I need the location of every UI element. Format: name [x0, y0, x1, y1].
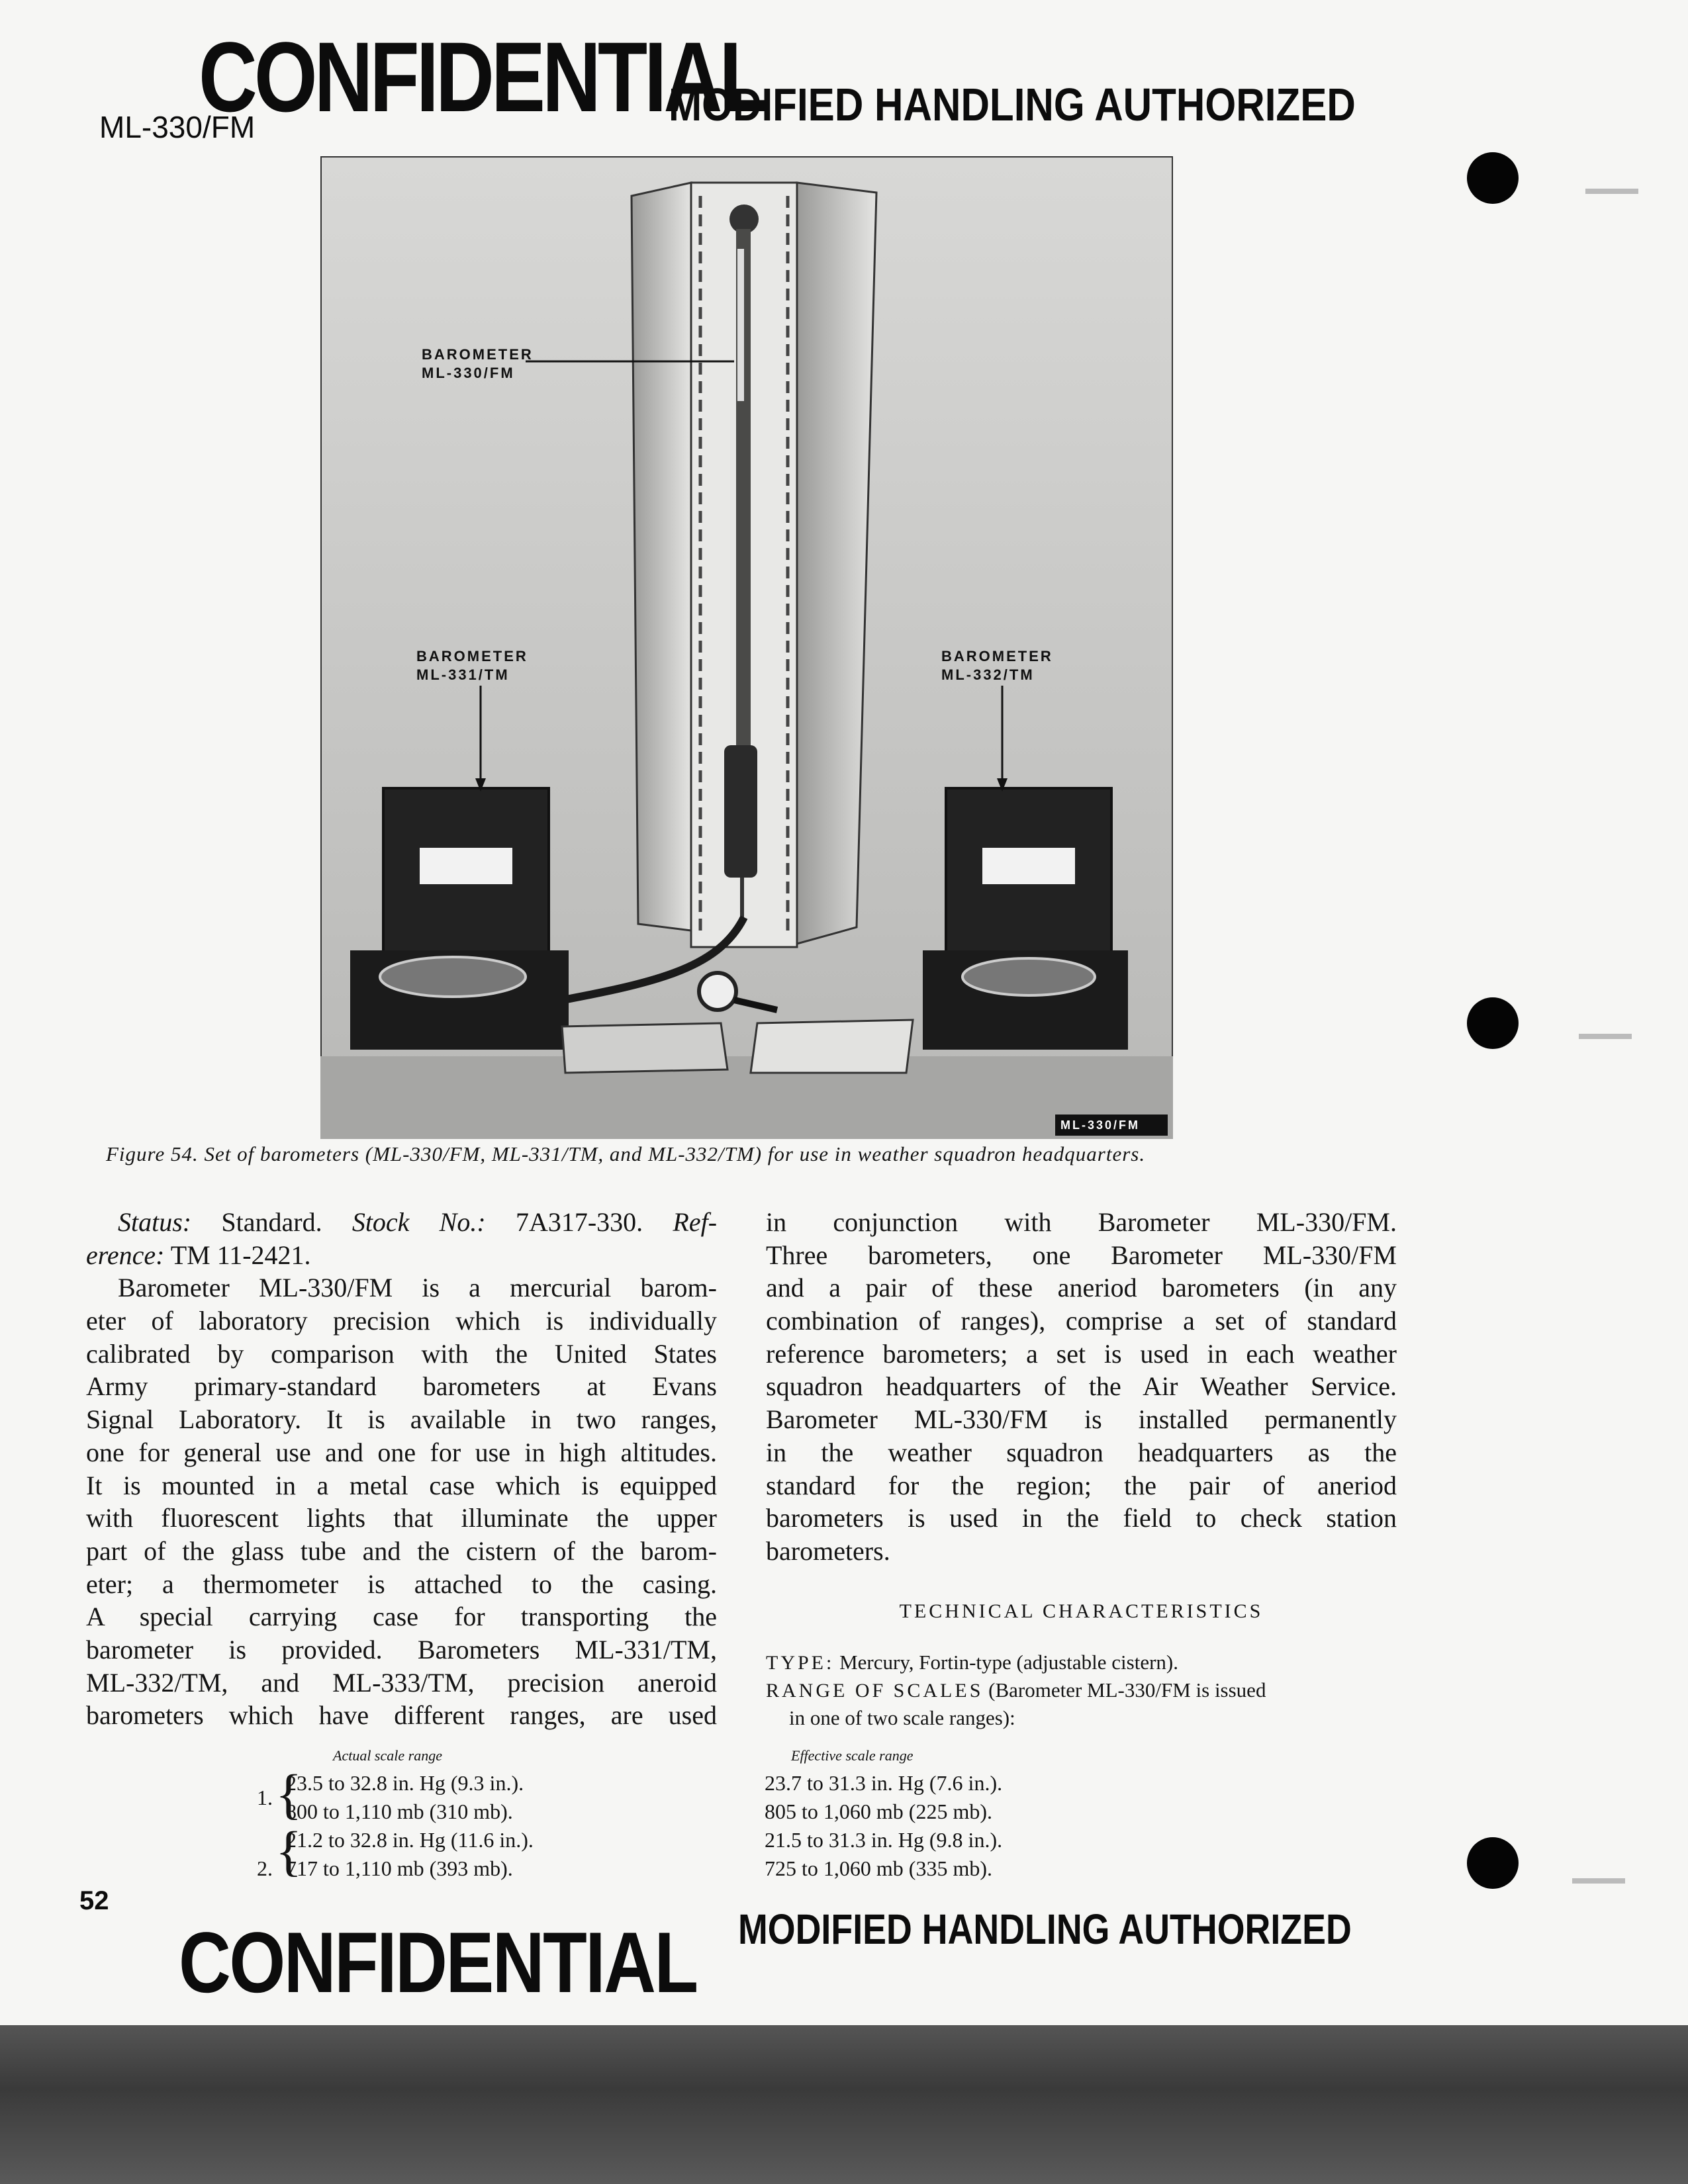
text-line: calibrated by comparison with the United States — [86, 1338, 717, 1369]
text-line: eter of laboratory precision which is individually — [86, 1306, 717, 1336]
label-barometer-ml332: BAROMETER ML-332/TM — [941, 648, 1053, 683]
text-line: Signal Laboratory. It is available in two ranges, — [86, 1404, 717, 1435]
description-paragraph-continued — [766, 1206, 1397, 1568]
text-line: combination of ranges), comprise a set of standard — [766, 1306, 1397, 1336]
text-line: eter; a thermometer is attached to the casing. — [86, 1569, 717, 1599]
figure-caption: Figure 54. Set of barometers (ML-330/FM, ML-331/TM, and ML-332/TM) for use in weather squadron headquarters. — [106, 1142, 1146, 1165]
document-id: ML-330/FM — [99, 110, 256, 144]
punch-hole-icon — [1467, 1837, 1519, 1889]
text-line: in conjunction with Barometer ML-330/FM. — [766, 1207, 1397, 1237]
punch-hole-icon — [1467, 152, 1519, 204]
text-line: barometer is provided. Barometers ML-331/TM, — [86, 1634, 717, 1664]
label-barometer-ml330: BAROMETER ML-330/FM — [422, 346, 534, 381]
binder-mark — [1579, 1034, 1632, 1039]
text-line: A special carrying case for transporting the — [86, 1602, 717, 1632]
text-line: barometers is used in the field to check station — [766, 1503, 1397, 1533]
scan-bottom-edge — [0, 2025, 1688, 2184]
text-line: barometers. — [766, 1535, 890, 1566]
modified-handling-stamp-bottom: MODIFIED HANDLING AUTHORIZED — [738, 1905, 1352, 1953]
photo-tag: ML-330/FM — [1060, 1118, 1141, 1132]
text-line: Barometer ML-330/FM is installed permanently — [766, 1404, 1397, 1435]
text-line: squadron headquarters of the Air Weather Service. — [766, 1371, 1397, 1402]
actual-scale-heading: Actual scale range — [333, 1747, 442, 1764]
range-line-cont: in one of two scale ranges): — [789, 1706, 1015, 1729]
confidential-stamp: CONFIDENTIAL — [199, 21, 766, 132]
text-line: reference barometers; a set is used in each weather — [766, 1338, 1397, 1369]
text-line: It is mounted in a metal case which is equipped — [86, 1470, 717, 1500]
text-line: Barometer ML-330/FM is a mercurial barom- — [118, 1273, 717, 1303]
range-line: RANGE OF SCALES (Barometer ML-330/FM is issued — [766, 1678, 1266, 1702]
text-line: one for general use and one for use in high altitudes. — [86, 1437, 717, 1467]
status-line: Status: Standard. Stock No.: 7A317-330. Ref- — [118, 1207, 717, 1237]
scale-row-1-actual: 1. { 23.5 to 32.8 in. Hg (9.3 in.). 800 to 1,110 mb (310 mb). — [257, 1764, 524, 1825]
modified-handling-stamp: MODIFIED HANDLING AUTHORIZED — [669, 79, 1356, 130]
binder-mark — [1585, 189, 1638, 194]
text-line: Three barometers, one Barometer ML-330/FM — [766, 1240, 1397, 1270]
text-line: barometers which have different ranges, are used — [86, 1700, 717, 1731]
text-line: and a pair of these aneriod barometers (in any — [766, 1273, 1397, 1303]
description-paragraph — [86, 1271, 717, 1732]
binder-mark — [1572, 1878, 1625, 1884]
text-line: ML-332/TM, and ML-333/TM, precision aneroid — [86, 1667, 717, 1698]
scale-row-1-effective: 23.7 to 31.3 in. Hg (7.6 in.). 805 to 1,060 mb (225 mb). — [765, 1771, 1003, 1823]
right-column — [766, 1206, 1397, 1568]
reference-line: erence: TM 11-2421. — [86, 1240, 311, 1270]
text-line: in the weather squadron headquarters as the — [766, 1437, 1397, 1467]
text-line: standard for the region; the pair of aneriod — [766, 1470, 1397, 1500]
label-barometer-ml331: BAROMETER ML-331/TM — [416, 648, 528, 683]
text-line: with fluorescent lights that illuminate the upper — [86, 1503, 717, 1533]
technical-characteristics-heading: TECHNICAL CHARACTERISTICS — [899, 1600, 1264, 1622]
scale-row-2-actual: 2. { 21.2 to 32.8 in. Hg (11.6 in.). 717 to 1,110 mb (393 mb). — [257, 1821, 534, 1882]
left-column — [86, 1206, 717, 1732]
confidential-stamp-bottom: CONFIDENTIAL — [179, 1914, 697, 2011]
type-line: TYPE: Mercury, Fortin-type (adjustable cistern). — [766, 1651, 1179, 1674]
effective-scale-heading: Effective scale range — [791, 1747, 914, 1764]
text-line: Army primary-standard barometers at Evans — [86, 1371, 717, 1402]
punch-hole-icon — [1467, 997, 1519, 1049]
page-number: 52 — [79, 1886, 109, 1915]
scale-row-2-effective: 21.5 to 31.3 in. Hg (9.8 in.). 725 to 1,060 mb (335 mb). — [765, 1828, 1003, 1880]
barometer-set-photo — [320, 156, 1173, 1139]
text-line: part of the glass tube and the cistern of the barom- — [86, 1535, 717, 1566]
